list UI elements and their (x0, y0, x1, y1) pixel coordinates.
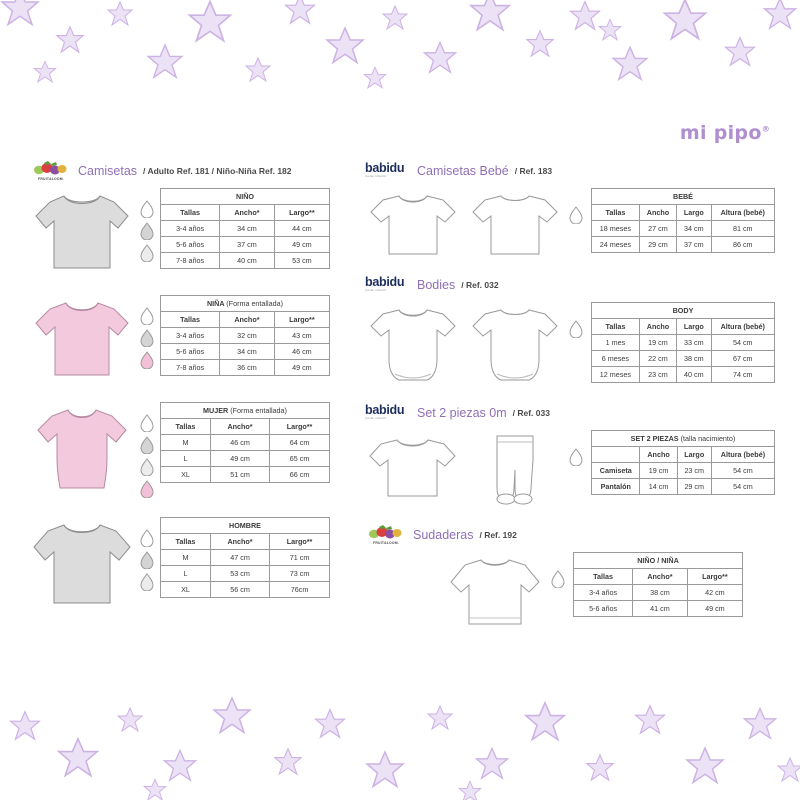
col-header: Tallas (161, 419, 211, 435)
cell: 24 meses (592, 237, 640, 253)
cell: M (161, 550, 211, 566)
table-row (592, 237, 775, 253)
table-row (592, 221, 775, 237)
table-row (574, 601, 743, 617)
cell: 53 cm (210, 566, 269, 582)
babidu-logo-icon (365, 277, 411, 293)
swatch-white-icon (551, 570, 565, 588)
block-nina (30, 295, 360, 388)
col-header: Largo** (270, 534, 330, 550)
section-title-set2: Set 2 piezas 0m (417, 406, 507, 420)
swatch-white-icon (569, 320, 583, 338)
table-row (161, 328, 330, 344)
brand-name: mi pipo (679, 122, 762, 144)
col-header: Tallas (574, 569, 633, 585)
swatch-white-icon (140, 414, 154, 432)
table-row (592, 335, 775, 351)
block-set2 (365, 430, 775, 510)
swatch-pink-icon (140, 480, 154, 498)
babidu-logo-text: babidu (365, 161, 405, 175)
table-nino (160, 188, 330, 269)
col-header: Tallas (161, 312, 220, 328)
babidu-logo-icon (365, 405, 411, 421)
sweatshirt-illustration (445, 552, 545, 636)
cell: 49 cm (210, 451, 269, 467)
cell: 38 cm (677, 351, 711, 367)
col-header: Ancho* (210, 419, 269, 435)
caption-note: (Forma entallada) (226, 299, 284, 308)
cell: 5-6 años (161, 237, 220, 253)
block-mujer (30, 402, 360, 503)
cell: 49 cm (274, 360, 329, 376)
babidu-logo-subtext: moda infantil (365, 288, 387, 292)
fruit-logo-text: FRUIT&LOOM. (373, 541, 399, 545)
caption-main: MUJER (203, 406, 229, 415)
table-row (592, 479, 775, 495)
cell: 40 cm (677, 367, 711, 383)
cell: 64 cm (270, 435, 330, 451)
baby-top-illustration (365, 430, 461, 510)
section-header-camisetas (30, 160, 360, 182)
col-header: Largo (677, 205, 711, 221)
cell: XL (161, 467, 211, 483)
col-header: Largo** (270, 419, 330, 435)
table-caption-bebe: BEBÉ (592, 189, 775, 205)
tshirt-pink-woman-illustration (30, 402, 134, 503)
table-row (592, 463, 775, 479)
section-header-camisetas-bebe (365, 160, 775, 182)
cell: 6 meses (592, 351, 640, 367)
sweatshirt-illustration-wrap (365, 552, 545, 636)
table-row (161, 550, 330, 566)
fruit-of-the-loom-icon (365, 525, 407, 545)
cell: 51 cm (210, 467, 269, 483)
babidu-logo-subtext: moda infantil (365, 416, 387, 420)
cell: 44 cm (274, 221, 329, 237)
left-column (30, 160, 360, 632)
baby-pants-illustration (467, 430, 563, 510)
section-title-camisetas-bebe: Camisetas Bebé (417, 164, 509, 178)
fruit-logo-svg (365, 525, 407, 540)
swatch-lightgrey-icon (140, 573, 154, 591)
table-hombre (160, 517, 330, 598)
bodysuit-back-illustration (467, 302, 563, 388)
babidu-logo-subtext: moda infantil (365, 174, 387, 178)
table-nina (160, 295, 330, 376)
table-sudaderas (573, 552, 743, 617)
cell: L (161, 566, 211, 582)
table-caption-nino: NIÑO (161, 189, 330, 205)
cell: 34 cm (220, 344, 275, 360)
col-header (592, 447, 640, 463)
swatch-pink-icon (140, 351, 154, 369)
cell: 33 cm (677, 335, 711, 351)
col-header: Ancho* (220, 312, 275, 328)
table-row (161, 582, 330, 598)
block-bebe (365, 188, 775, 260)
cell: 49 cm (274, 237, 329, 253)
color-swatches-nina (134, 295, 160, 369)
table-row (161, 253, 330, 269)
fruit-logo-svg (30, 161, 72, 176)
col-header: Ancho* (210, 534, 269, 550)
col-header: Ancho (639, 319, 676, 335)
caption-main: NIÑA (206, 299, 225, 308)
cell: 38 cm (633, 585, 688, 601)
cell: 81 cm (711, 221, 774, 237)
cell: 54 cm (711, 463, 774, 479)
col-header: Largo** (274, 205, 329, 221)
swatch-grey-icon (140, 436, 154, 454)
col-header: Ancho* (220, 205, 275, 221)
cell: 49 cm (687, 601, 742, 617)
baby-tshirt-front-illustration (365, 188, 461, 260)
table-caption-nina (161, 296, 330, 312)
cell: 53 cm (274, 253, 329, 269)
table-row (592, 367, 775, 383)
cell: Camiseta (592, 463, 640, 479)
fruit-logo-text: FRUIT&LOOM. (38, 177, 64, 181)
star-pattern-bottom-svg (0, 680, 800, 800)
col-header: Tallas (161, 205, 220, 221)
star-pattern-top-svg (0, 0, 800, 120)
block-body (365, 302, 775, 388)
cell: 34 cm (677, 221, 711, 237)
cell: 7-8 años (161, 253, 220, 269)
color-swatches-bebe (563, 188, 591, 224)
cell: 14 cm (640, 479, 677, 495)
table-row (161, 566, 330, 582)
tshirt-grey-man-illustration (30, 517, 134, 618)
cell: 76cm (270, 582, 330, 598)
fruit-of-the-loom-icon (30, 161, 72, 181)
baby-tshirt-illustrations (365, 188, 563, 260)
section-title-camisetas: Camisetas (78, 164, 138, 178)
col-header: Ancho (639, 205, 676, 221)
col-header: Ancho (640, 447, 677, 463)
col-header: Altura (bebé) (711, 319, 774, 335)
cell: 23 cm (639, 367, 676, 383)
brand-logo (680, 122, 770, 144)
decorative-star-band-top (0, 0, 800, 120)
cell: 86 cm (711, 237, 774, 253)
cell: 73 cm (270, 566, 330, 582)
cell: 41 cm (633, 601, 688, 617)
table-set2 (591, 430, 775, 495)
cell: 67 cm (711, 351, 774, 367)
cell: 3-4 años (161, 221, 220, 237)
cell: L (161, 451, 211, 467)
table-row (161, 451, 330, 467)
cell: 7-8 años (161, 360, 220, 376)
cell: 23 cm (677, 463, 711, 479)
section-subtitle-bodies: / Ref. 032 (461, 280, 499, 290)
cell: 22 cm (639, 351, 676, 367)
table-bebe (591, 188, 775, 253)
table-row (574, 585, 743, 601)
col-header: Tallas (161, 534, 211, 550)
section-subtitle-camisetas-bebe: / Ref. 183 (514, 166, 553, 176)
section-subtitle-sudaderas: / Ref. 192 (479, 530, 517, 540)
cell: 37 cm (677, 237, 711, 253)
cell: 1 mes (592, 335, 640, 351)
table-caption-body: BODY (592, 303, 775, 319)
color-swatches-nino (134, 188, 160, 262)
section-title-sudaderas: Sudaderas (413, 528, 474, 542)
swatch-grey-icon (140, 551, 154, 569)
cell: Pantalón (592, 479, 640, 495)
cell: M (161, 435, 211, 451)
cell: 36 cm (220, 360, 275, 376)
swatch-white-icon (140, 307, 154, 325)
caption-note: (talla nacimiento) (680, 434, 736, 443)
col-header: Altura (bebé) (711, 447, 774, 463)
cell: 34 cm (220, 221, 275, 237)
swatch-lightgrey-icon (140, 458, 154, 476)
cell: 32 cm (220, 328, 275, 344)
set2-illustrations (365, 430, 563, 510)
cell: 46 cm (274, 344, 329, 360)
cell: 43 cm (274, 328, 329, 344)
cell: 54 cm (711, 479, 774, 495)
swatch-white-icon (140, 200, 154, 218)
col-header: Tallas (592, 205, 640, 221)
table-row (161, 360, 330, 376)
table-row (161, 237, 330, 253)
cell: 71 cm (270, 550, 330, 566)
cell: 74 cm (711, 367, 774, 383)
cell: 27 cm (639, 221, 676, 237)
table-body (591, 302, 775, 383)
table-row (161, 435, 330, 451)
cell: 3-4 años (574, 585, 633, 601)
cell: 29 cm (677, 479, 711, 495)
section-header-sudaderas (365, 524, 775, 546)
right-column (365, 160, 775, 646)
table-row (161, 467, 330, 483)
section-subtitle-set2: / Ref. 033 (512, 408, 550, 418)
section-header-set2 (365, 402, 775, 424)
cell: 19 cm (639, 335, 676, 351)
cell: 29 cm (639, 237, 676, 253)
cell: 37 cm (220, 237, 275, 253)
section-title-bodies: Bodies (417, 278, 456, 292)
cell: 12 meses (592, 367, 640, 383)
cell: 46 cm (210, 435, 269, 451)
col-header: Altura (bebé) (711, 205, 774, 221)
baby-tshirt-back-illustration (467, 188, 563, 260)
col-header: Largo** (687, 569, 742, 585)
col-header: Largo** (274, 312, 329, 328)
babidu-logo-text: babidu (365, 275, 405, 289)
cell: 5-6 años (161, 344, 220, 360)
col-header: Ancho* (633, 569, 688, 585)
col-header: Largo (677, 319, 711, 335)
cell: 54 cm (711, 335, 774, 351)
brand-trademark: ® (761, 124, 770, 134)
cell: 42 cm (687, 585, 742, 601)
table-row (161, 221, 330, 237)
table-caption-sudaderas: NIÑO / NIÑA (574, 553, 743, 569)
table-caption-hombre: HOMBRE (161, 518, 330, 534)
tshirt-grey-kid-illustration (30, 188, 134, 281)
table-row (161, 344, 330, 360)
section-subtitle-camisetas: / Adulto Ref. 181 / Niño-Niña Ref. 182 (143, 166, 292, 176)
table-row (592, 351, 775, 367)
table-caption-mujer (161, 403, 330, 419)
cell: 65 cm (270, 451, 330, 467)
cell: XL (161, 582, 211, 598)
color-swatches-sudaderas (545, 552, 573, 588)
cell: 56 cm (210, 582, 269, 598)
cell: 18 meses (592, 221, 640, 237)
bodysuit-illustrations (365, 302, 563, 388)
color-swatches-mujer (134, 402, 160, 498)
table-mujer (160, 402, 330, 483)
color-swatches-hombre (134, 517, 160, 591)
babidu-logo-text: babidu (365, 403, 405, 417)
bodysuit-front-illustration (365, 302, 461, 388)
caption-note: (Forma entallada) (230, 406, 287, 415)
col-header: Tallas (592, 319, 640, 335)
babidu-logo-icon (365, 163, 411, 179)
swatch-white-icon (569, 206, 583, 224)
caption-main: SET 2 PIEZAS (630, 434, 679, 443)
cell: 47 cm (210, 550, 269, 566)
decorative-star-band-bottom (0, 680, 800, 800)
tshirt-pink-girl-illustration (30, 295, 134, 388)
cell: 5-6 años (574, 601, 633, 617)
cell: 19 cm (640, 463, 677, 479)
swatch-grey-icon (140, 329, 154, 347)
color-swatches-body (563, 302, 591, 338)
col-header: Largo (677, 447, 711, 463)
table-caption-set2 (592, 431, 775, 447)
swatch-white-icon (569, 448, 583, 466)
cell: 3-4 años (161, 328, 220, 344)
swatch-grey-icon (140, 222, 154, 240)
section-header-bodies (365, 274, 775, 296)
block-hombre (30, 517, 360, 618)
cell: 40 cm (220, 253, 275, 269)
block-sudaderas (365, 552, 775, 636)
swatch-lightgrey-icon (140, 244, 154, 262)
cell: 66 cm (270, 467, 330, 483)
block-nino (30, 188, 360, 281)
swatch-white-icon (140, 529, 154, 547)
color-swatches-set2 (563, 430, 591, 466)
